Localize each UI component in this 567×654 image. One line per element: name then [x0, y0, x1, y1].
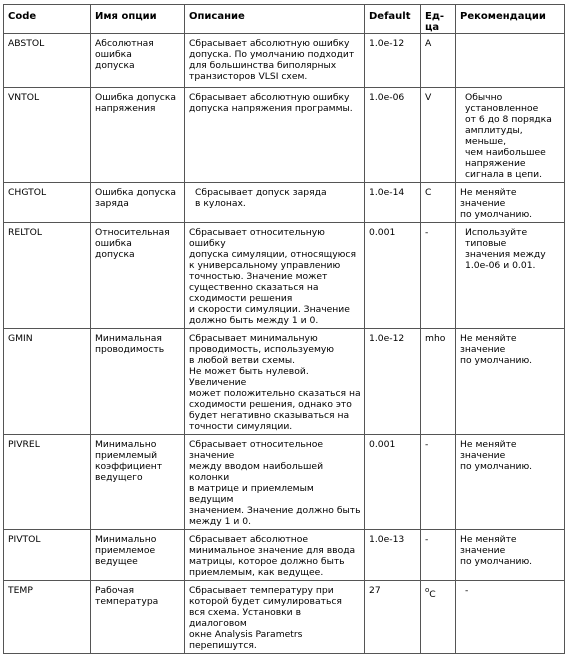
description-text: Сбрасывает абсолютную ошибку допуска. По умолчанию подходит для большинства биполярных транзисторов VLSI схем.	[189, 38, 355, 82]
cell-unit	[421, 581, 456, 654]
cell-option-name	[91, 435, 185, 530]
cell-recommendation	[456, 329, 565, 435]
option-name-text: Рабочая температура	[95, 585, 159, 607]
cell-recommendation	[456, 183, 565, 223]
table-row	[4, 435, 565, 530]
cell-option-name	[91, 223, 185, 329]
cell-description	[185, 329, 365, 435]
option-name-text: Минимальная проводимость	[95, 333, 165, 355]
cell-default: 1.0e-13	[365, 530, 421, 581]
cell-description	[185, 530, 365, 581]
cell-option-name	[91, 183, 185, 223]
cell-option-name	[91, 530, 185, 581]
cell-recommendation	[456, 435, 565, 530]
table-row	[4, 88, 565, 183]
cell-recommendation	[456, 581, 565, 654]
description-text: Сбрасывает абсолютное минимальное значение для ввода матрицы, которое должно быть приемлемым, как ведущее.	[189, 534, 356, 578]
table-row	[4, 530, 565, 581]
description-text: Сбрасывает относительную ошибку допуска симуляции, относящуюся к универсальному управлению точностью. Значение может существенно сказаться на сходимости решения и скорости симуляции. Значение должно быть между 1 и 0.	[189, 227, 356, 326]
cell-code: GMIN	[4, 329, 91, 435]
cell-recommendation	[456, 223, 565, 329]
description-text: Сбрасывает допуск заряда в кулонах.	[195, 187, 327, 209]
option-name-text: Относительная ошибка допуска	[95, 227, 170, 260]
header-row	[4, 5, 565, 34]
option-name-text: Минимально приемлемое ведущее	[95, 534, 157, 567]
cell-default: 1.0e-12	[365, 34, 421, 88]
cell-code: TEMP	[4, 581, 91, 654]
cell-recommendation	[456, 88, 565, 183]
cell-option-name	[91, 34, 185, 88]
options-table	[3, 4, 565, 654]
header-option-name: Имя опции	[91, 5, 185, 34]
cell-unit: V	[421, 88, 456, 183]
header-unit: Ед-ца	[421, 5, 456, 34]
header-recommendations: Рекомендации	[456, 5, 565, 34]
table-row	[4, 223, 565, 329]
option-name-text: Ошибка допуска заряда	[95, 187, 177, 209]
header-description: Описание	[185, 5, 365, 34]
cell-default: 0.001	[365, 435, 421, 530]
header-code: Code	[4, 5, 91, 34]
cell-description	[185, 435, 365, 530]
cell-recommendation	[456, 530, 565, 581]
option-name-text: Абсолютная ошибка допуска	[95, 38, 154, 71]
cell-unit: -	[421, 435, 456, 530]
description-text: Сбрасывает относительное значение между вводом наибольшей колонки в матрице и приемлемым ведущим значением. Значение должно быть между 1 и 0.	[189, 439, 361, 527]
option-name-text: Минимально приемлемый коэффициент ведущего	[95, 439, 163, 483]
recommendation-text: Не меняйте значение по умолчанию.	[460, 333, 533, 366]
cell-recommendation	[456, 34, 565, 88]
table-row	[4, 34, 565, 88]
table-row	[4, 183, 565, 223]
cell-code: PIVTOL	[4, 530, 91, 581]
cell-unit: A	[421, 34, 456, 88]
recommendation-text: Используйте типовые значения между 1.0e-06 и 0.01.	[465, 227, 546, 271]
cell-unit: -	[421, 223, 456, 329]
cell-description	[185, 88, 365, 183]
recommendation-text: Не меняйте значение по умолчанию.	[460, 534, 533, 567]
header-default: Default	[365, 5, 421, 34]
cell-option-name	[91, 329, 185, 435]
cell-description	[185, 581, 365, 654]
description-text: Сбрасывает температуру при которой будет симулироваться вся схема. Установки в диалоговом окне Analysis Parametrs перепишутся.	[189, 585, 342, 651]
cell-description	[185, 183, 365, 223]
degree-symbol: o	[425, 586, 430, 594]
cell-default: 27	[365, 581, 421, 654]
cell-description	[185, 34, 365, 88]
cell-code: ABSTOL	[4, 34, 91, 88]
cell-default: 0.001	[365, 223, 421, 329]
cell-option-name	[91, 88, 185, 183]
recommendation-text: Не меняйте значение по умолчанию.	[460, 439, 533, 472]
recommendation-text: -	[465, 585, 469, 596]
cell-code: VNTOL	[4, 88, 91, 183]
cell-code: PIVREL	[4, 435, 91, 530]
table-row	[4, 581, 565, 654]
cell-code: CHGTOL	[4, 183, 91, 223]
cell-option-name	[91, 581, 185, 654]
recommendation-text: Обычно установленное от 6 до 8 порядка амплитуды, меньше, чем наибольшее напряжение сигнала в цепи.	[465, 92, 552, 180]
cell-code: RELTOL	[4, 223, 91, 329]
unit-text: C	[429, 589, 436, 600]
table-row	[4, 329, 565, 435]
option-name-text: Ошибка допуска напряжения	[95, 92, 177, 114]
cell-unit: -	[421, 530, 456, 581]
cell-default: 1.0e-06	[365, 88, 421, 183]
cell-unit: C	[421, 183, 456, 223]
cell-default: 1.0e-12	[365, 329, 421, 435]
cell-unit: mho	[421, 329, 456, 435]
cell-default: 1.0e-14	[365, 183, 421, 223]
description-text: Сбрасывает минимальную проводимость, используемую в любой ветви схемы. Не может быть нулевой. Увеличение может положительно сказаться на сходимости решения, однако это будет негативно сказываться на точности симуляции.	[189, 333, 361, 432]
cell-description	[185, 223, 365, 329]
recommendation-text: Не меняйте значение по умолчанию.	[460, 187, 533, 220]
description-text: Сбрасывает абсолютную ошибку допуска напряжения программы.	[189, 92, 353, 114]
